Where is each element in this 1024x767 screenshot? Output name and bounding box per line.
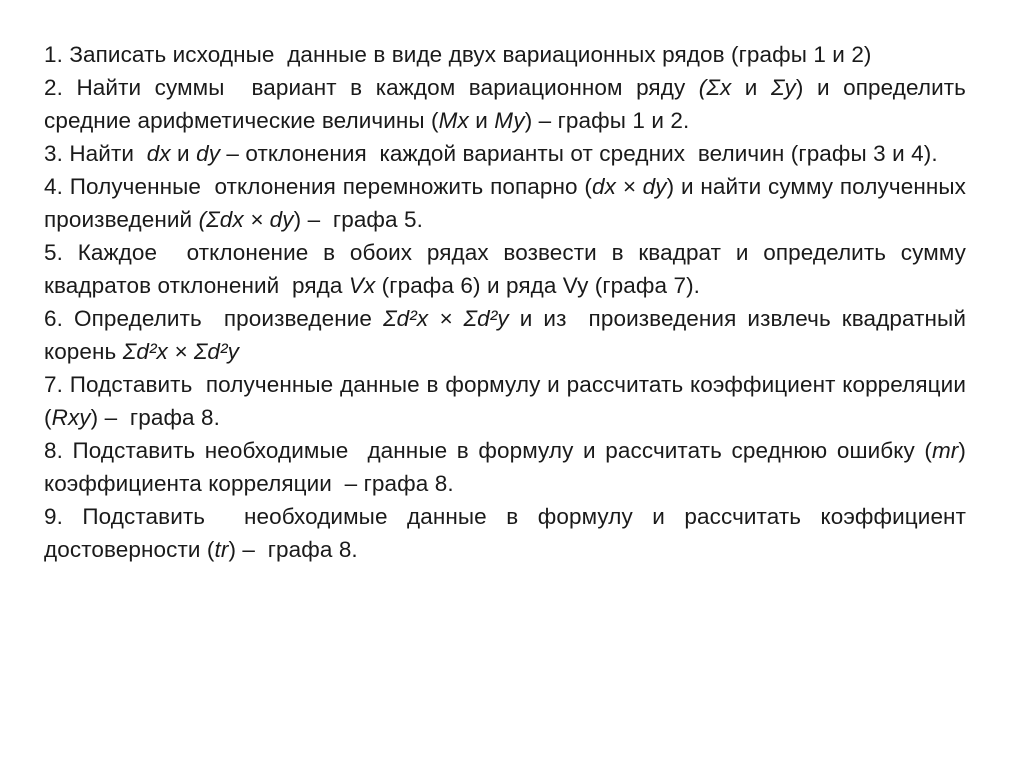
step-formula: Мх — [438, 108, 469, 133]
step-text: и — [468, 108, 495, 133]
step-item — [44, 38, 966, 71]
step-item — [44, 137, 966, 170]
step-item — [44, 368, 973, 434]
step-item — [44, 170, 973, 236]
step-item — [44, 71, 973, 137]
step-text: ) и определить средние арифметические величины ( — [44, 75, 973, 133]
step-text: – отклонения каждой варианты от средних величин (графы 3 и 4). — [220, 141, 938, 166]
step-text: 7. Подставить полученные данные в формулу и рассчитать коэффициент корреляции ( — [44, 372, 973, 430]
step-text: 1. Записать исходные данные в виде двух вариационных рядов (графы 1 и 2) — [44, 42, 872, 67]
step-item — [44, 236, 973, 302]
step-formula: Vх — [348, 273, 376, 298]
step-formula: Rху — [51, 405, 91, 430]
step-text: 2. Найти суммы вариант в каждом вариационном ряду — [44, 75, 699, 100]
steps-list — [44, 38, 973, 566]
step-formula: Му — [494, 108, 525, 133]
step-text: ) – графы 1 и 2. — [524, 108, 690, 133]
step-formula: dх × dу — [591, 174, 667, 199]
step-formula: dх — [146, 141, 171, 166]
step-text: и из произведения извлечь квадратный корень — [44, 306, 973, 364]
step-text: ) – графа 5. — [293, 207, 423, 232]
step-text: ) – графа 8. — [90, 405, 220, 430]
step-text: (графа 6) и ряда Vy (графа 7). — [375, 273, 701, 298]
step-text: и — [170, 141, 197, 166]
step-formula: tr — [214, 537, 229, 562]
step-item — [44, 434, 973, 500]
step-text: 8. Подставить необходимые данные в формулу и рассчитать среднюю ошибку ( — [44, 438, 932, 463]
step-text: ) коэффициента корреляции – графа 8. — [44, 438, 973, 496]
step-formula: (Σdх × dу — [198, 207, 294, 232]
step-text: 9. Подставить необходимые данные в формулу и рассчитать коэффициент достоверности ( — [44, 504, 973, 562]
step-formula: Σd²x × Σd²y — [122, 339, 239, 364]
step-text: ) и найти сумму полученных произведений — [44, 174, 973, 232]
step-text: и — [731, 75, 771, 100]
step-formula: (Σx — [698, 75, 732, 100]
step-text: ) – графа 8. — [228, 537, 358, 562]
step-formula: Σd²x × Σd²y — [383, 306, 509, 331]
step-formula: Σy — [770, 75, 796, 100]
step-item — [44, 302, 973, 368]
step-text: 5. Каждое отклонение в обоих рядах возвести в квадрат и определить сумму квадратов отклонений ряда — [44, 240, 973, 298]
step-text: 4. Полученные отклонения перемножить попарно ( — [44, 174, 592, 199]
step-formula: mr — [931, 438, 959, 463]
step-formula: dу — [196, 141, 221, 166]
step-text: 3. Найти — [44, 141, 147, 166]
step-item — [44, 500, 973, 566]
step-text: 6. Определить произведение — [44, 306, 384, 331]
